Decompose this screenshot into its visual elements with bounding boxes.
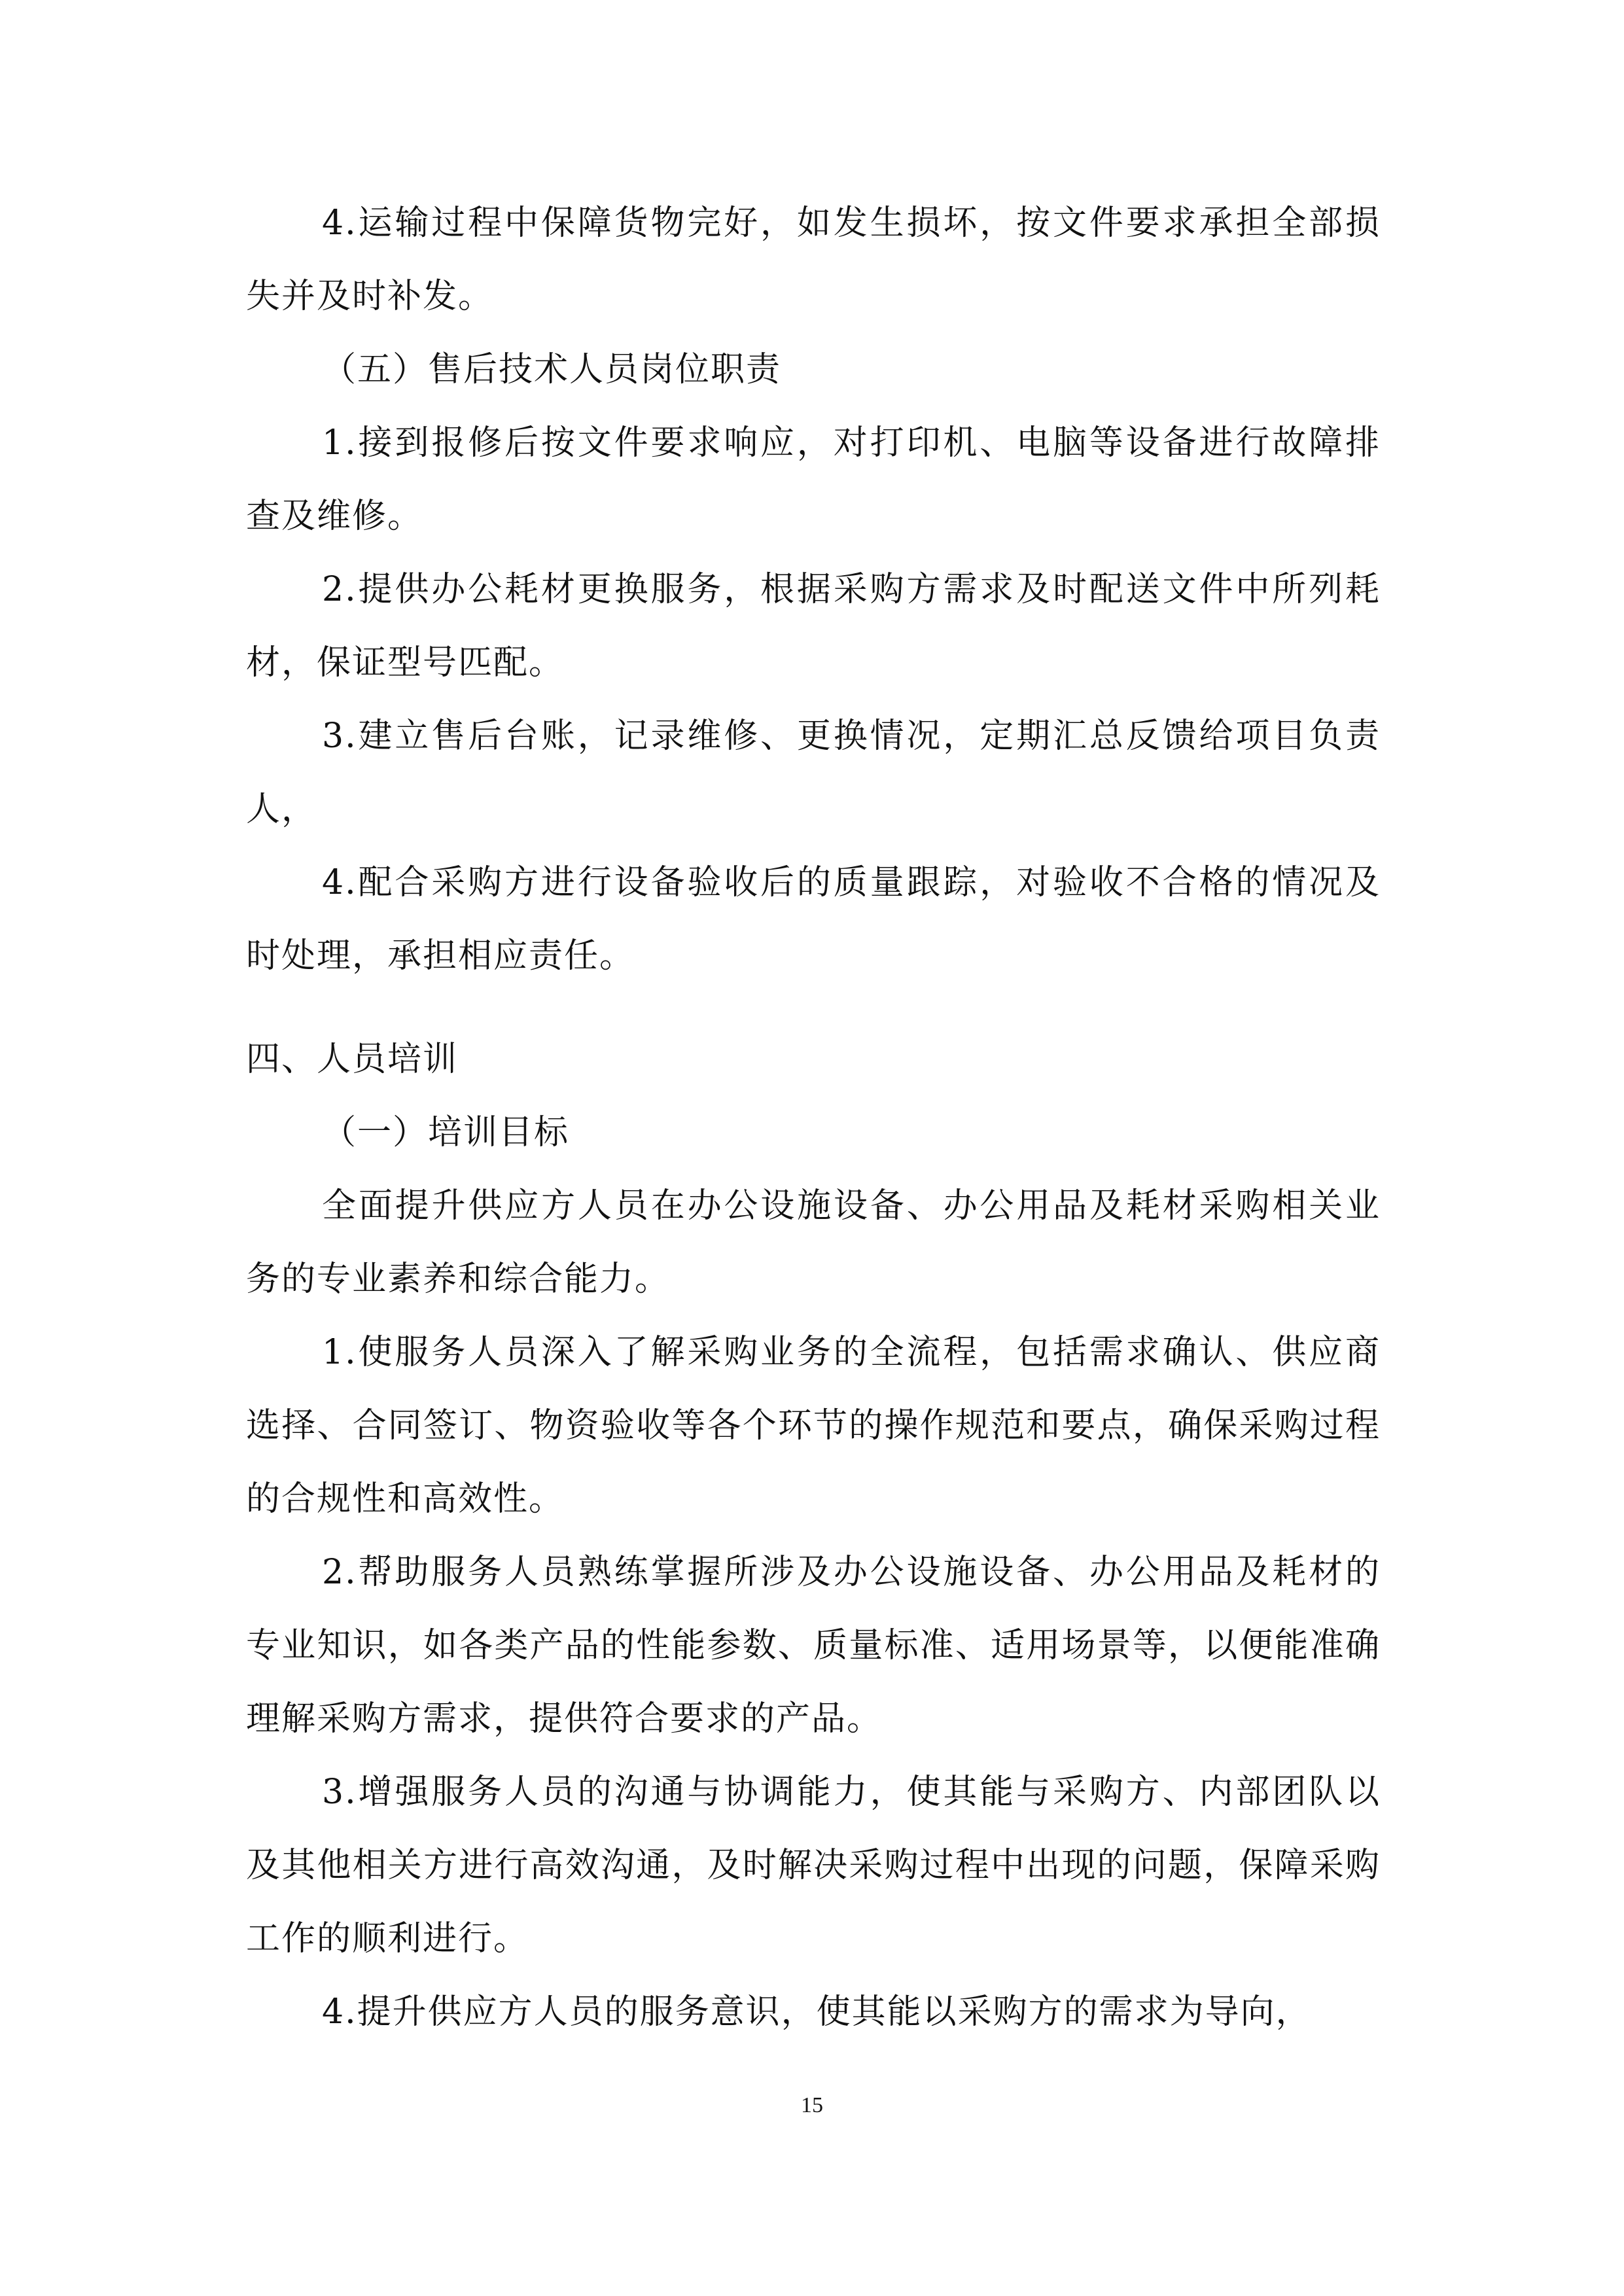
training-item-3: 3.增强服务人员的沟通与协调能力，使其能与采购方、内部团队以及其他相关方进行高效沟通，及时解决采购过程中出现的问题，保障采购工作的顺利进行。 [246, 1773, 1381, 1958]
after-sales-item-3: 3.建立售后台账，记录维修、更换情况，定期汇总反馈给项目负责人， [246, 716, 1381, 829]
training-item-1: 1.使服务人员深入了解采购业务的全流程，包括需求确认、供应商选择、合同签订、物资验收等各个环节的操作规范和要点，确保采购过程的合规性和高效性。 [246, 1333, 1381, 1519]
training-item-4: 4.提升供应方人员的服务意识，使其能以采购方的需求为导向， [322, 1992, 1311, 2032]
section-gap [246, 993, 1381, 1023]
section-heading-after-sales: （五）售后技术人员岗位职责 [322, 350, 782, 389]
section-heading-training-goals: （一）培训目标 [322, 1113, 570, 1152]
paragraph-transport-item-4: 4.运输过程中保障货物完好，如发生损坏，按文件要求承担全部损失并及时补发。 [246, 203, 1381, 316]
training-intro: 全面提升供应方人员在办公设施设备、办公用品及耗材采购相关业务的专业素养和综合能力。 [246, 1186, 1381, 1299]
after-sales-item-4: 4.配合采购方进行设备验收后的质量跟踪，对验收不合格的情况及时处理，承担相应责任。 [246, 863, 1381, 976]
page-content [246, 186, 1381, 2049]
chapter-heading-training: 四、人员培训 [246, 1040, 459, 1079]
page-number: 15 [801, 2093, 823, 2117]
after-sales-item-1: 1.接到报修后按文件要求响应，对打印机、电脑等设备进行故障排查及维修。 [246, 423, 1381, 536]
training-item-2: 2.帮助服务人员熟练掌握所涉及办公设施设备、办公用品及耗材的专业知识，如各类产品的性能参数、质量标准、适用场景等，以便能准确理解采购方需求，提供符合要求的产品。 [246, 1553, 1381, 1739]
after-sales-item-2: 2.提供办公耗材更换服务，根据采购方需求及时配送文件中所列耗材，保证型号匹配。 [246, 570, 1381, 682]
